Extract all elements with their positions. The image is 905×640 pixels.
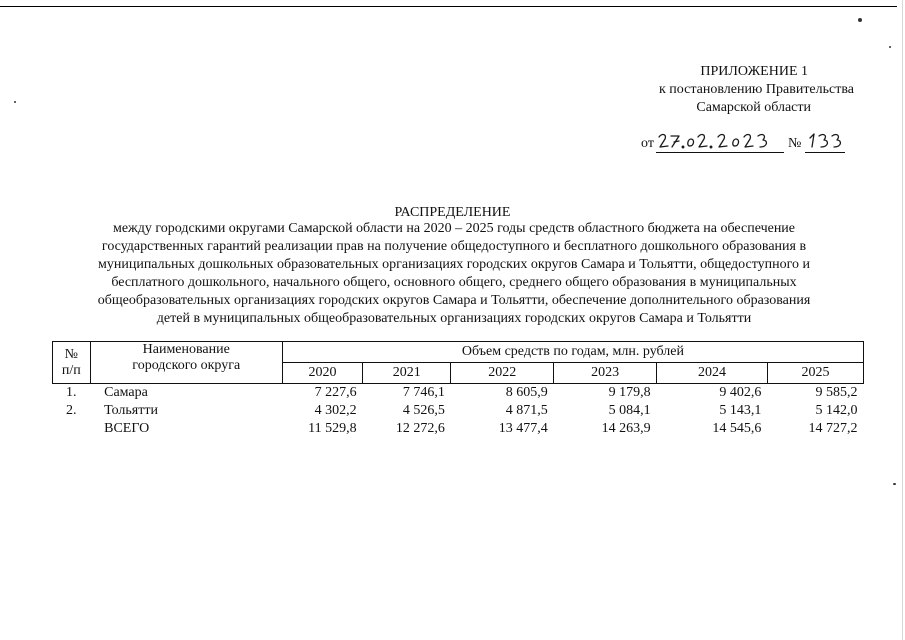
funding-table: [52, 341, 864, 438]
appendix-title: ПРИЛОЖЕНИЕ 1: [700, 64, 808, 79]
row-value: 9 179,8: [608, 385, 651, 400]
top-border-line: [0, 6, 897, 7]
description-line: между городскими округами Самарской области на 2020 – 2025 годы средств областного бюджета на обеспечение: [112, 221, 796, 236]
row-number: [53, 420, 91, 438]
row-value: 14 727,2: [808, 421, 858, 436]
header-number-line: №: [64, 346, 78, 362]
header-year: 2023: [554, 363, 657, 384]
row-value: 9 585,2: [815, 385, 858, 400]
row-district: Самара: [104, 385, 148, 400]
scan-speck: [858, 18, 862, 22]
header-year: 2022: [451, 363, 554, 384]
handwritten-date-ink: [656, 130, 784, 152]
document-heading: РАСПРЕДЕЛЕНИЕ: [394, 205, 511, 220]
row-district: Тольятти: [104, 403, 158, 418]
row-value: 12 272,6: [395, 421, 445, 436]
scan-speck: [14, 101, 16, 103]
handwritten-number: [805, 130, 845, 153]
row-district: ВСЕГО: [104, 421, 150, 436]
row-value: 5 142,0: [815, 403, 858, 418]
description-line: детей в муниципальных общеобразовательных организациях городских округов Самара и Тольятти: [156, 311, 752, 326]
handwritten-date: [656, 130, 784, 153]
table-row: [53, 402, 864, 420]
handwritten-number-ink: [805, 130, 845, 152]
description-line: муниципальных дошкольных образовательных организациях городских округов Самара и Тольятти, общедоступного и: [97, 257, 811, 272]
table-row: [53, 384, 864, 403]
header-funding-group: Объем средств по годам, млн. рублей: [282, 342, 863, 363]
document-description: [50, 220, 858, 328]
scan-edge: [902, 0, 903, 640]
row-value: 7 746,1: [402, 385, 445, 400]
row-value: 4 871,5: [505, 403, 548, 418]
description-line: общеобразовательных организациях городских округов Самара и Тольятти, обеспечение дополнительного образования: [97, 293, 811, 308]
appendix-block: [594, 63, 854, 117]
header-year: 2020: [282, 363, 362, 384]
row-number: 2.: [66, 403, 77, 418]
date-label: от: [641, 136, 654, 151]
header-year: 2024: [657, 363, 768, 384]
row-value: 9 402,6: [719, 385, 762, 400]
header-number-line: п/п: [61, 362, 81, 378]
description-line: государственных гарантий реализации прав на получение общедоступного и бесплатного дошкольного образования в: [101, 239, 807, 254]
resolution-date-number: [641, 130, 845, 153]
header-year: 2025: [767, 363, 863, 384]
header-name-line: городского округа: [132, 358, 241, 373]
row-number: 1.: [66, 385, 77, 400]
row-value: 7 227,6: [314, 385, 357, 400]
row-value: 11 529,8: [308, 421, 357, 436]
scan-speck: [889, 46, 891, 48]
row-value: 5 143,1: [719, 403, 762, 418]
row-value: 14 545,6: [712, 421, 762, 436]
row-value: 5 084,1: [608, 403, 651, 418]
header-name-line: Наименование: [142, 342, 230, 357]
description-line: бесплатного дошкольного, начального общего, основного общего, среднего общего образования в муниципальных: [111, 275, 797, 290]
number-label: №: [787, 136, 802, 151]
table-total-row: [53, 420, 864, 438]
appendix-region-line: Самарской области: [696, 100, 811, 115]
row-value: 8 605,9: [505, 385, 548, 400]
row-value: 13 477,4: [498, 421, 548, 436]
row-value: 4 302,2: [314, 403, 357, 418]
appendix-resolution-line: к постановлению Правительства: [658, 82, 854, 97]
header-number: [53, 342, 91, 384]
table-header-row: [53, 342, 864, 363]
row-value: 4 526,5: [402, 403, 445, 418]
row-value: 14 263,9: [601, 421, 651, 436]
header-year: 2021: [363, 363, 451, 384]
header-district-name: [90, 342, 282, 384]
scan-speck: [893, 483, 896, 485]
